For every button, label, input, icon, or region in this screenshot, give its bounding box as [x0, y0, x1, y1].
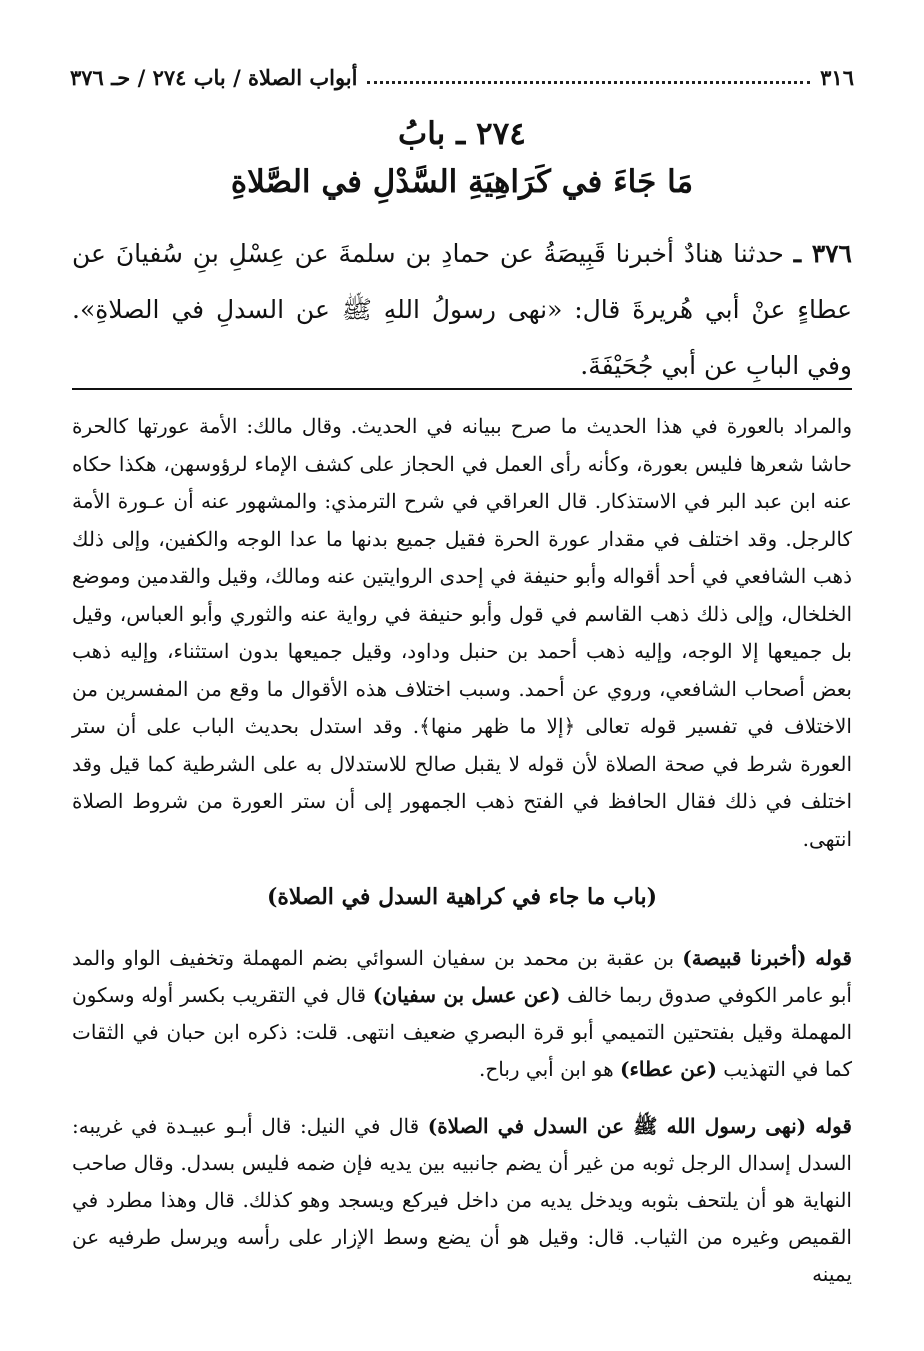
leader-dots: [367, 81, 810, 84]
running-header: [70, 56, 854, 90]
commentary-p2-text: قال في النيل: قال أبـو عبيـدة في غريبه: السدل إسدال الرجل ثوبه من غير أن يضم جانبيه بين يديه فإن ضمه فليس بسدل. وقال صاحب النهاية هو أن يلتحف بثوبه ويدخل يديه من داخل فيركع ويسجد وهو كذلك. قال وهذا مطرد في القميص وغيره من الثياب. قال: وقيل هو أن يضع وسط الإزار على رأسه ويرسل طرفيه عن يمينه: [72, 1114, 852, 1286]
chapter-number: ٢٧٤ ـ بابُ: [398, 116, 526, 152]
chapter-title: مَا جَاءَ في كَرَاهِيَةِ السَّدْلِ في الصَّلاةِ: [230, 164, 694, 200]
commentary-heading: (باب ما جاء في كراهية السدل في الصلاة): [266, 884, 658, 910]
commentary-p1-bold-3: (عن عطاء): [620, 1057, 717, 1081]
hadith-text-block: [72, 226, 852, 394]
section-reference: أبواب الصلاة / باب ٢٧٤ / حـ ٣٧٦: [70, 65, 358, 90]
commentary-paragraph-2: [72, 1108, 852, 1293]
commentary-paragraph-1: [72, 940, 852, 1088]
footnote-text: والمراد بالعورة في هذا الحديث ما صرح ببيانه في الحديث. وقال مالك: الأمة عورتها كالحرة حاشا شعرها فليس بعورة، وكأنه رأى العمل في الحجاز على كشف الإماء لرؤوسهن، هكذا حكاه عنه ابن عبد البر في الاستذكار. قال العراقي في شرح الترمذي: والمشهور عنه أن عـورة الأمة كالرجل. وقد اختلف في مقدار عورة الحرة فقيل جميع بدنها ما عدا الوجه والكفين، وإلى ذلك ذهب الشافعي في أحد أقواله وأبو حنيفة في إحدى الروايتين عنه ومالك، وقيل والقدمين وموضع الخلخال، وإلى ذلك ذهب القاسم في قول وأبو حنيفة في رواية عنه والثوري وأبو العباس، وقيل بل جميعها إلا الوجه، وإليه ذهب أحمد بن حنبل وداود، وقيل جميعها بدون استثناء، وإليه ذهب بعض أصحاب الشافعي، وروي عن أحمد. وسبب اختلاف هذه الأقوال ما وقع من المفسرين من الاختلاف في تفسير قوله تعالى ﴿إلا ما ظهر منها﴾. وقد استدل بحديث الباب على أن ستر العورة شرط في صحة الصلاة لأن قوله لا يقبل صالح للاستدلال به على الشرطية كما قيل وقد اختلف في ذلك فقال الحافظ في الفتح ذهب الجمهور إلى أن ستر العورة من شروط الصلاة انتهى.: [72, 414, 852, 851]
page-number: ٣١٦: [820, 65, 854, 90]
commentary-p1-text-3: هو ابن أبي رباح.: [478, 1057, 621, 1081]
chapter-heading: [70, 110, 854, 206]
commentary-p1-text-1: بن عقبة بن محمد بن سفيان السوائي بضم المهملة وتخفيف الواو والمد أبو عامر الكوفي صدوق ربما خالف: [72, 946, 852, 1007]
commentary-p1-bold-2: (عن عسل بن سفيان): [372, 983, 561, 1007]
hadith-number: ٣٧٦ ـ: [793, 239, 852, 268]
commentary-p2-lead: قوله (نهى رسول الله ﷺ عن السدل في الصلاة): [427, 1114, 852, 1138]
hadith-text: حدثنا هنادٌ أخبرنا قَبِيصَةُ عن حمادِ بن سلمةَ عن عِسْلِ بنِ سُفيانَ عن عطاءٍ عنْ أبي هُريرةَ قال: «نهى رسولُ اللهِ ﷺ عن السدلِ في الصلاةِ». وفي البابِ عن أبي جُحَيْفَةَ.: [72, 239, 852, 380]
footnote-divider: [72, 388, 852, 390]
commentary-p1-lead: قوله (أخبرنا قبيصة): [682, 946, 852, 970]
commentary-p1-text-2: قال في التقريب بكسر أوله وسكون المهملة وقيل بفتحتين التميمي أبو قرة البصري ضعيف انتهى. قلت: ذكره ابن حبان في الثقات كما في التهذيب: [72, 983, 852, 1081]
